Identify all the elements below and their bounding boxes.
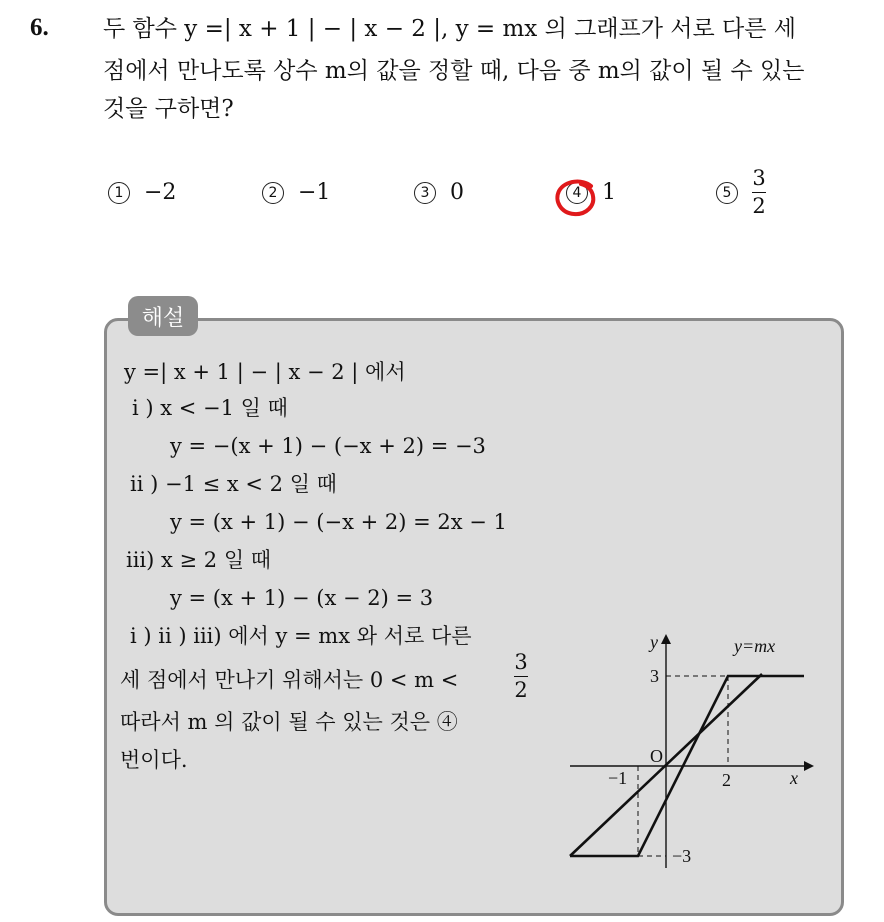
choice-marker: 2 (262, 182, 284, 204)
answer-circle-mark (553, 178, 601, 218)
solution-line: i ) x < −1 일 때 (132, 396, 288, 420)
solution-line: 세 점에서 만나기 위해서는 0 < m < (120, 668, 459, 692)
y-axis-arrow (661, 634, 671, 644)
solution-line: y = −(x + 1) − (−x + 2) = −3 (170, 434, 486, 458)
fraction-bar (514, 676, 528, 677)
solution-line: 따라서 m 의 값이 될 수 있는 것은 ④ (120, 710, 458, 734)
choice-marker: 4 (566, 182, 588, 204)
solution-line: iii) x ≥ 2 일 때 (126, 548, 272, 572)
choice-1[interactable] (108, 180, 176, 205)
fraction-denominator: 2 (514, 678, 528, 702)
solution-line: y = (x + 1) − (−x + 2) = 2x − 1 (170, 510, 507, 534)
fraction-numerator: 3 (514, 650, 528, 674)
x-axis-arrow (804, 761, 814, 771)
question-line-3: 것을 구하면? (103, 96, 234, 122)
line-label: y=mx (734, 636, 776, 656)
solution-line: y =| x + 1 | − | x − 2 | 에서 (124, 360, 406, 384)
origin-label: O (650, 746, 663, 766)
y-tick-minus-3: −3 (672, 846, 692, 866)
solution-line: i ) ii ) iii) 에서 y = mx 와 서로 다른 (130, 624, 472, 648)
choice-value: 1 (602, 180, 616, 205)
choice-value: −1 (298, 180, 331, 205)
fraction-bar (752, 192, 766, 193)
fraction-numerator: 3 (752, 166, 766, 190)
choice-marker: 3 (414, 182, 436, 204)
question-line-1: 두 함수 y =| x + 1 | − | x − 2 |, y = mx 의 그래프가 서로 다른 세 (103, 16, 797, 42)
solution-fraction (514, 652, 528, 701)
solution-line: 번이다. (120, 748, 188, 772)
x-axis-label: x (790, 768, 798, 788)
y-tick-3: 3 (650, 666, 659, 686)
choice-3[interactable] (414, 180, 464, 205)
x-tick-minus-1: −1 (608, 768, 628, 788)
choice-5[interactable] (716, 168, 766, 217)
solution-graph (566, 632, 816, 872)
solution-line: ii ) −1 ≤ x < 2 일 때 (130, 472, 337, 496)
choice-marker: 1 (108, 182, 130, 204)
choice-fraction (752, 168, 766, 217)
x-tick-2: 2 (722, 770, 731, 790)
choice-marker: 5 (716, 182, 738, 204)
solution-line: y = (x + 1) − (x − 2) = 3 (170, 586, 434, 610)
question-number: 6. (30, 14, 49, 41)
choice-2[interactable] (262, 180, 330, 205)
y-axis-label: y (650, 632, 658, 652)
choice-value: 0 (450, 180, 464, 205)
fraction-denominator: 2 (752, 194, 766, 218)
solution-tag: 해설 (128, 296, 198, 336)
question-line-2: 점에서 만나도록 상수 m의 값을 정할 때, 다음 중 m의 값이 될 수 있는 (103, 58, 805, 84)
choice-value: −2 (144, 180, 177, 205)
